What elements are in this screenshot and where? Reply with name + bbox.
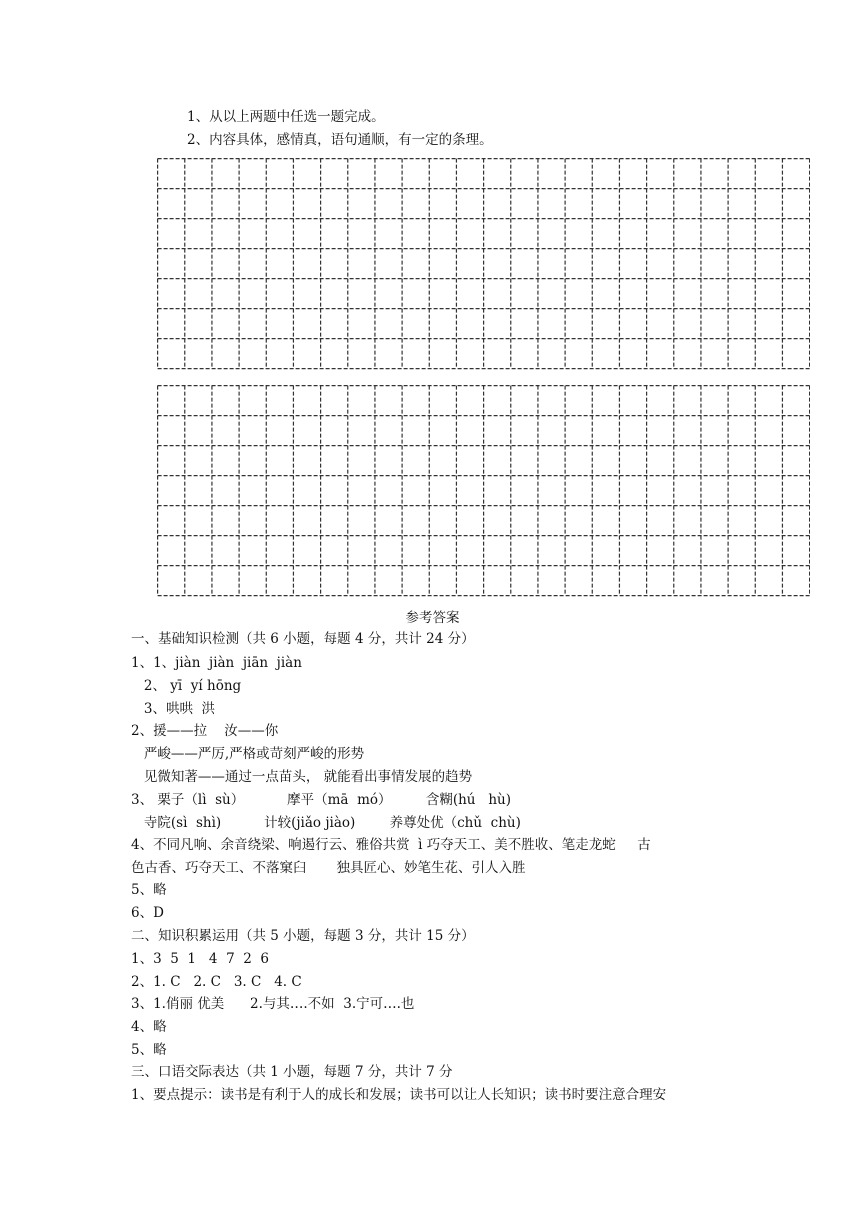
answer-line: 2、1. C 2. C 3. C 4. C bbox=[131, 974, 302, 990]
instruction-2: 2、内容具体，感情真，语句通顺，有一定的条理。 bbox=[187, 132, 493, 148]
answer-line: 6、D bbox=[131, 905, 164, 921]
answer-line: 见微知著——通过一点苗头， 就能看出事情发展的趋势 bbox=[131, 769, 473, 785]
answers-title: 参考答案 bbox=[405, 610, 460, 626]
instruction-1: 1、从以上两题中任选一题完成。 bbox=[187, 109, 385, 125]
answer-line: 3、 栗子（lì sù） 摩平（mā mó） 含糊(hú hù) bbox=[131, 792, 512, 808]
answer-line: 色古香、巧夺天工、不落窠臼 独具匠心、妙笔生花、引人入胜 bbox=[131, 860, 526, 876]
writing-grid-2[interactable] bbox=[157, 385, 810, 597]
answer-line: 1、1、jiàn jiàn jiān jiàn bbox=[131, 655, 302, 671]
answer-line: 一、基础知识检测（共 6 小题，每题 4 分，共计 24 分） bbox=[131, 631, 475, 647]
writing-grid-1[interactable] bbox=[157, 158, 810, 370]
answer-line: 二、知识积累运用（共 5 小题，每题 3 分，共计 15 分） bbox=[131, 928, 475, 944]
answer-line: 2、援——拉 汝——你 bbox=[131, 723, 279, 739]
answer-line: 1、3 5 1 4 7 2 6 bbox=[131, 951, 269, 967]
answer-line: 三、口语交际表达（共 1 小题，每题 7 分，共计 7 分 bbox=[131, 1064, 453, 1080]
answer-line: 1、要点提示：读书是有利于人的成长和发展；读书可以让人长知识；读书时要注意合理安 bbox=[131, 1087, 667, 1103]
answer-line: 严峻——严厉,严格或苛刻严峻的形势 bbox=[131, 746, 365, 762]
answer-line: 3、1.俏丽 优美 2.与其….不如 3.宁可….也 bbox=[131, 996, 415, 1012]
answer-line: 5、略 bbox=[131, 882, 167, 898]
answer-line: 5、略 bbox=[131, 1042, 167, 1058]
answer-line: 2、 yī yí hōng bbox=[131, 678, 242, 694]
answer-line: 3、哄哄 洪 bbox=[131, 701, 216, 717]
answer-line: 4、略 bbox=[131, 1019, 167, 1035]
answer-line: 4、不同凡响、余音绕梁、响遏行云、雅俗共赏 ì 巧夺天工、美不胜收、笔走龙蛇 古 bbox=[131, 837, 651, 853]
answer-line: 寺院(sì shì) 计较(jiǎo jiào) 养尊处优（chǔ chù) bbox=[131, 815, 521, 831]
